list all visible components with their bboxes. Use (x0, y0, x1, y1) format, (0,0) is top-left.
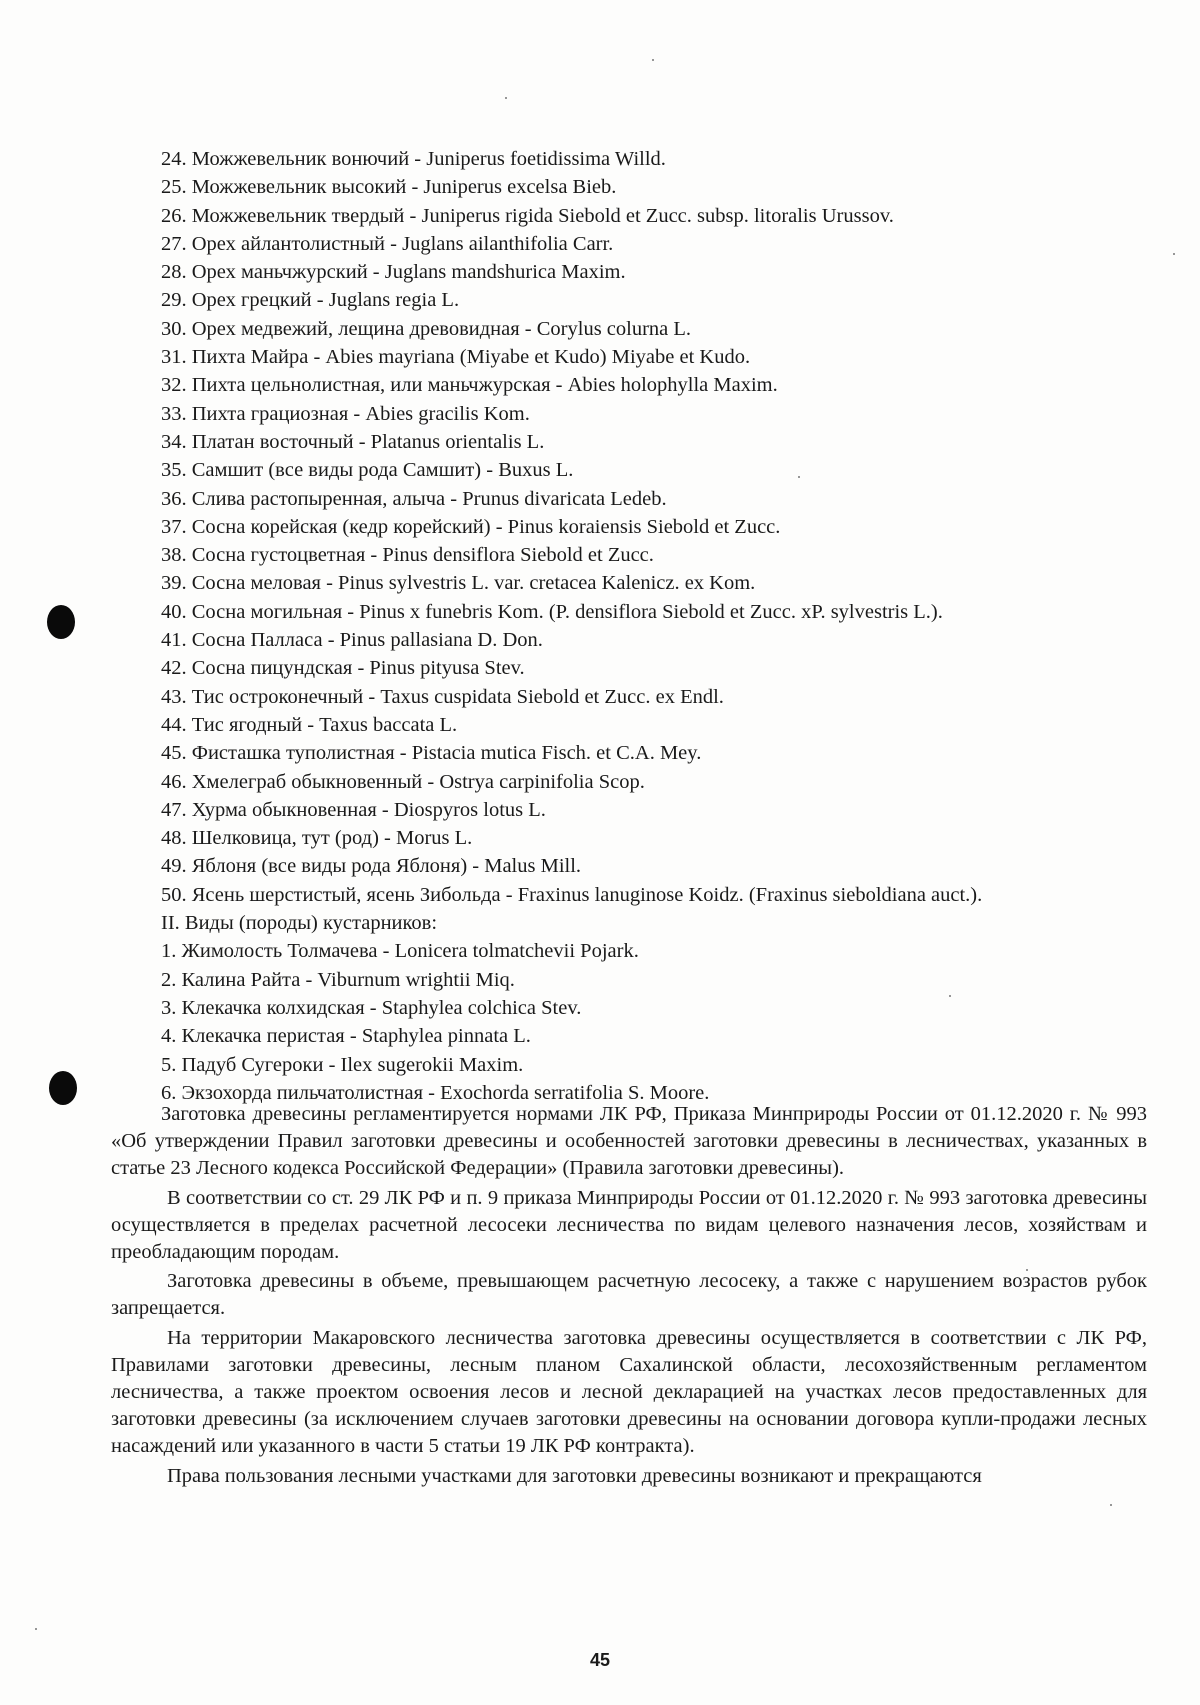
scan-speck (505, 97, 507, 99)
list-item: 27. Орех айлантолистный - Juglans ailanthifolia Carr. (161, 232, 614, 255)
list-item: 45. Фисташка туполистная - Pistacia mutica Fisch. et C.A. Mey. (161, 742, 702, 765)
scan-speck (1173, 253, 1175, 255)
paragraph: Заготовка древесины в объеме, превышающем расчетную лесосеку, а также с нарушением возрастов рубок запрещается. (111, 1270, 1147, 1320)
list-item: 38. Сосна густоцветная - Pinus densiflora Siebold et Zucc. (161, 544, 654, 567)
punch-hole-mark (49, 1071, 77, 1105)
list-item: 43. Тис остроконечный - Taxus cuspidata Siebold et Zucc. ex Endl. (161, 685, 724, 708)
paragraph: На территории Макаровского лесничества заготовка древесины осуществляется в соответствии с ЛК РФ, Правилами заготовки древесины, лесным планом Сахалинской области, лесохозяйственным регламентом лесничества, а также проектом освоения лесов и лесной декларацией на участках лесов предоставленных для заготовки древесины (за исключением случаев заготовки древесины на основании договора купли-продажи лесных насаждений или указанного в части 5 статьи 19 ЛК РФ контракта). (111, 1326, 1147, 1458)
list-item: 37. Сосна корейская (кедр корейский) - Pinus koraiensis Siebold et Zucc. (161, 515, 781, 538)
list-item: 47. Хурма обыкновенная - Diospyros lotus L. (161, 798, 546, 821)
scan-speck (1110, 1504, 1112, 1506)
scan-speck (35, 1628, 37, 1630)
list-item: 42. Сосна пицундская - Pinus pityusa Stev. (161, 657, 525, 680)
list-item: 46. Хмелеграб обыкновенный - Ostrya carpinifolia Scop. (161, 770, 645, 793)
list-item: 5. Падуб Сугероки - Ilex sugerokii Maxim. (161, 1053, 524, 1076)
list-item: 29. Орех грецкий - Juglans regia L. (161, 289, 460, 312)
list-item: 33. Пихта грациозная - Abies gracilis Kom. (161, 402, 530, 425)
list-item: 2. Калина Райта - Viburnum wrightii Miq. (161, 968, 515, 991)
list-item: 34. Платан восточный - Platanus orientalis L. (161, 430, 545, 453)
list-item: 26. Можжевельник твердый - Juniperus rigida Siebold et Zucc. subsp. litoralis Urussov. (161, 204, 894, 227)
list-item: 35. Самшит (все виды рода Самшит) - Buxus L. (161, 459, 574, 482)
list-item: 31. Пихта Майра - Abies mayriana (Miyabe et Kudo) Miyabe et Kudo. (161, 346, 751, 369)
list-item: 48. Шелковица, тут (род) - Morus L. (161, 827, 473, 850)
list-item: 44. Тис ягодный - Taxus baccata L. (161, 713, 458, 736)
scan-speck (652, 59, 654, 61)
paragraph: Права пользования лесными участками для заготовки древесины возникают и прекращаются (167, 1464, 982, 1487)
punch-hole-mark (47, 605, 75, 639)
list-item: 1. Жимолость Толмачева - Lonicera tolmatchevii Pojark. (161, 940, 639, 963)
paragraph: Заготовка древесины регламентируется нормами ЛК РФ, Приказа Минприроды России от 01.12.2020 г. № 993 «Об утверждении Правил заготовки древесины и особенностей заготовки древесины в лесничествах, указанных в статье 23 Лесного кодекса Российской Федерации» (Правила заготовки древесины). (111, 1103, 1147, 1180)
list-item: 50. Ясень шерстистый, ясень Зибольда - Fraxinus lanuginose Koidz. (Fraxinus sieboldiana auct.). (161, 883, 983, 906)
list-item: 49. Яблоня (все виды рода Яблоня) - Malus Mill. (161, 855, 582, 878)
list-item: 28. Орех маньчжурский - Juglans mandshurica Maxim. (161, 261, 626, 284)
list-item: 32. Пихта цельнолистная, или маньчжурская - Abies holophylla Maxim. (161, 374, 778, 397)
list-item: 39. Сосна меловая - Pinus sylvestris L. var. cretacea Kalenicz. ex Kom. (161, 572, 756, 595)
species-list (161, 145, 1141, 1107)
list-item: 30. Орех медвежий, лещина древовидная - Corylus colurna L. (161, 317, 692, 340)
page-number: 45 (589, 1650, 611, 1670)
section-heading-shrubs: II. Виды (породы) кустарников: (161, 912, 438, 935)
list-item: 24. Можжевельник вонючий - Juniperus foetidissima Willd. (161, 148, 666, 170)
list-item: 25. Можжевельник высокий - Juniperus excelsa Bieb. (161, 176, 617, 199)
list-item: 40. Сосна могильная - Pinus x funebris Kom. (P. densiflora Siebold et Zucc. xP. sylvestris L.). (161, 600, 943, 623)
list-item: 4. Клекачка перистая - Staphylea pinnata L. (161, 1025, 531, 1048)
list-item: 36. Слива растопыренная, алыча - Prunus divaricata Ledeb. (161, 487, 667, 510)
paragraph: В соответствии со ст. 29 ЛК РФ и п. 9 приказа Минприроды России от 01.12.2020 г. № 993 заготовка древесины осуществляется в пределах расчетной лесосеки лесничества по видам целевого назначения лесов, хозяйствам и преобладающим породам. (111, 1186, 1147, 1264)
body-text (111, 1101, 1147, 1490)
list-item: 6. Экзохорда пильчатолистная - Exochorda serratifolia S. Moore. (161, 1081, 710, 1104)
list-item: 41. Сосна Палласа - Pinus pallasiana D. Don. (161, 629, 543, 652)
list-item: 3. Клекачка колхидская - Staphylea colchica Stev. (161, 996, 582, 1019)
